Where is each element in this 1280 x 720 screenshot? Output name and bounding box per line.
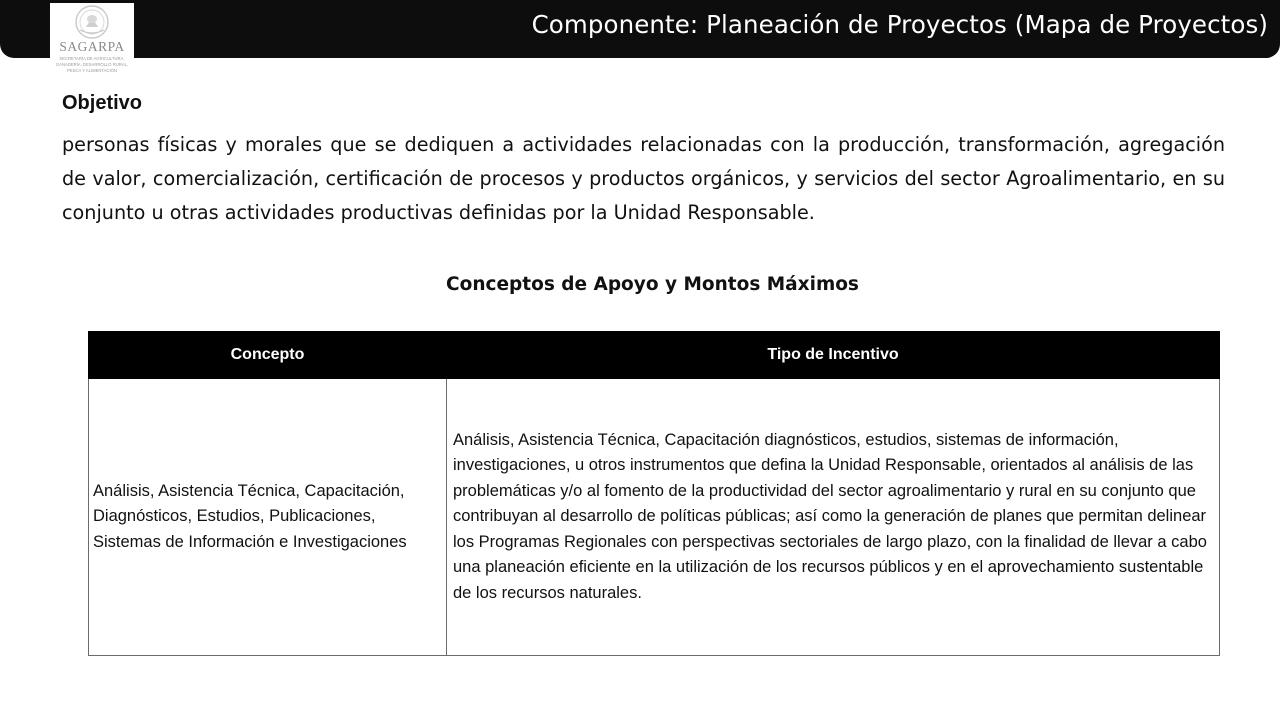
svg-text:GANADERÍA, DESARROLLO RURAL,: GANADERÍA, DESARROLLO RURAL,	[55, 62, 129, 67]
column-header-concepto: Concepto	[89, 332, 447, 379]
svg-text:SECRETARÍA DE AGRICULTURA,: SECRETARÍA DE AGRICULTURA,	[59, 56, 125, 61]
table-header-row	[89, 332, 1220, 379]
cell-concepto: Análisis, Asistencia Técnica, Capacitación, Diagnósticos, Estudios, Publicaciones, Sistemas de Información e Investigaciones	[89, 379, 447, 656]
section-title: Conceptos de Apoyo y Montos Máximos	[446, 274, 859, 295]
concepts-table	[88, 331, 1220, 656]
header-bar	[0, 0, 1280, 58]
svg-text:PESCA Y ALIMENTACIÓN: PESCA Y ALIMENTACIÓN	[67, 68, 117, 73]
column-header-tipo-incentivo: Tipo de Incentivo	[447, 332, 1220, 379]
objective-text: personas físicas y morales que se dediquen a actividades relacionadas con la producción, transformación, agregación de valor, comercialización, certificación de procesos y productos orgánicos, y servicios del sector Agroalimentario, en su conjunto u otras actividades productivas definidas por la Unidad Responsable.	[62, 133, 1225, 224]
page-title: Componente: Planeación de Proyectos (Mapa de Proyectos)	[531, 10, 1268, 39]
objective-heading: Objetivo	[62, 92, 143, 114]
table-row	[89, 379, 1220, 656]
sagarpa-logo	[50, 3, 134, 81]
cell-tipo-incentivo: Análisis, Asistencia Técnica, Capacitación diagnósticos, estudios, sistemas de información, investigaciones, u otros instrumentos que defina la Unidad Responsable, orientados al análisis de las problemáticas y/o al fomento de la productividad del sector agroalimentario y rural en su conjunto que contribuyan al desarrollo de políticas públicas; así como la generación de planes que permitan delinear los Programas Regionales con perspectivas sectoriales de largo plazo, con la finalidad de llevar a cabo una planeación eficiente en la utilización de los recursos públicos y en el aprovechamiento sustentable de los recursos naturales.	[447, 379, 1220, 656]
coat-of-arms-icon	[50, 3, 134, 81]
svg-text:SAGARPA: SAGARPA	[59, 39, 125, 54]
